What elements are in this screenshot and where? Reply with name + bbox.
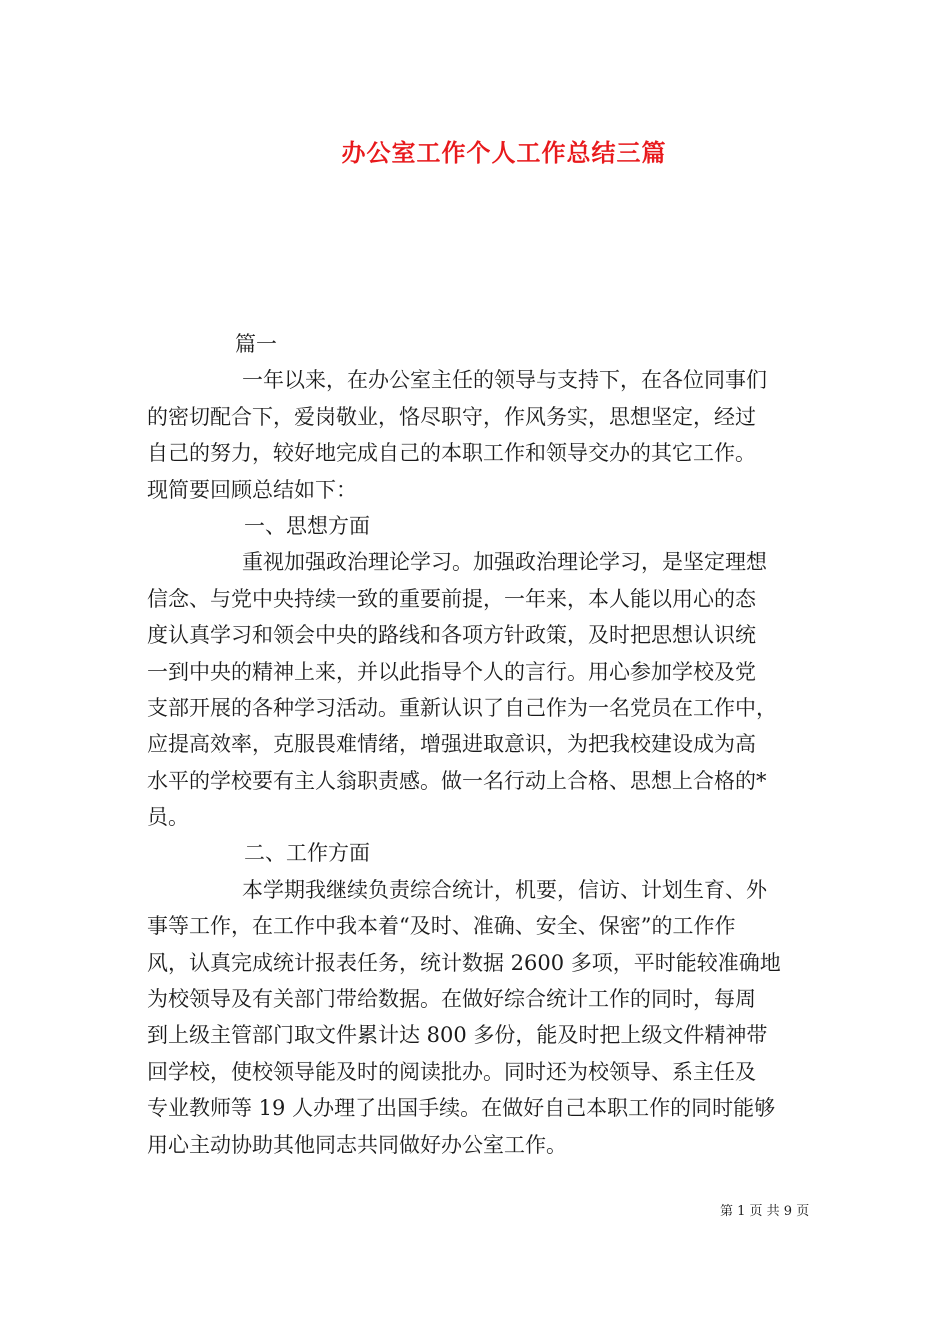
document-title: 办公室工作个人工作总结三篇 — [341, 138, 667, 167]
paragraph-3-line-5: 到上级主管部门取文件累计达 800 多份，能及时把上级文件精神带 — [147, 1023, 768, 1048]
paragraph-2-line-8: 员。 — [147, 805, 189, 830]
paragraph-1-line-1: 一年以来，在办公室主任的领导与支持下，在各位同事们 — [242, 368, 767, 393]
paragraph-3-line-1: 本学期我继续负责综合统计，机要，信访、计划生育、外 — [242, 877, 767, 902]
paragraph-3-line-7: 专业教师等 19 人办理了出国手续。在做好自己本职工作的同时能够 — [147, 1096, 776, 1121]
section-heading-ideology: 一、思想方面 — [244, 513, 370, 538]
paragraph-3-line-3: 风，认真完成统计报表任务，统计数据 2600 多项，平时能较准确地 — [147, 950, 781, 975]
paragraph-3-line-8: 用心主动协助其他同志共同做好办公室工作。 — [147, 1132, 567, 1157]
paragraph-2-line-3: 度认真学习和领会中央的路线和各项方针政策，及时把思想认识统 — [147, 623, 756, 648]
paragraph-1-line-4: 现简要回顾总结如下： — [147, 477, 357, 502]
paragraph-2-line-2: 信念、与党中央持续一致的重要前提，一年来，本人能以用心的态 — [147, 586, 756, 611]
paragraph-3-line-6: 回学校，使校领导能及时的阅读批办。同时还为校领导、系主任及 — [147, 1059, 756, 1084]
paragraph-2-line-7: 水平的学校要有主人翁职责感。做一名行动上合格、思想上合格的* — [147, 768, 767, 793]
page-number: 第 1 页 共 9 页 — [720, 1204, 810, 1219]
paragraph-2-line-1: 重视加强政治理论学习。加强政治理论学习，是坚定理想 — [242, 550, 767, 575]
paragraph-2-line-5: 支部开展的各种学习活动。重新认识了自己作为一名党员在工作中， — [147, 695, 777, 720]
section-label: 篇一 — [235, 332, 277, 356]
paragraph-2-line-4: 一到中央的精神上来，并以此指导个人的言行。用心参加学校及党 — [147, 659, 756, 684]
document-body — [147, 326, 812, 1163]
section-heading-work: 二、工作方面 — [244, 841, 370, 866]
paragraph-3-line-2: 事等工作，在工作中我本着“及时、准确、安全、保密”的工作作 — [147, 914, 736, 939]
paragraph-3-line-4: 为校领导及有关部门带给数据。在做好综合统计工作的同时，每周 — [147, 987, 756, 1012]
paragraph-1-line-2: 的密切配合下，爱岗敬业，恪尽职守，作风务实，思想坚定，经过 — [147, 404, 756, 429]
paragraph-1-line-3: 自己的努力，较好地完成自己的本职工作和领导交办的其它工作。 — [147, 441, 756, 466]
paragraph-2-line-6: 应提高效率，克服畏难情绪，增强进取意识，为把我校建设成为高 — [147, 732, 756, 757]
